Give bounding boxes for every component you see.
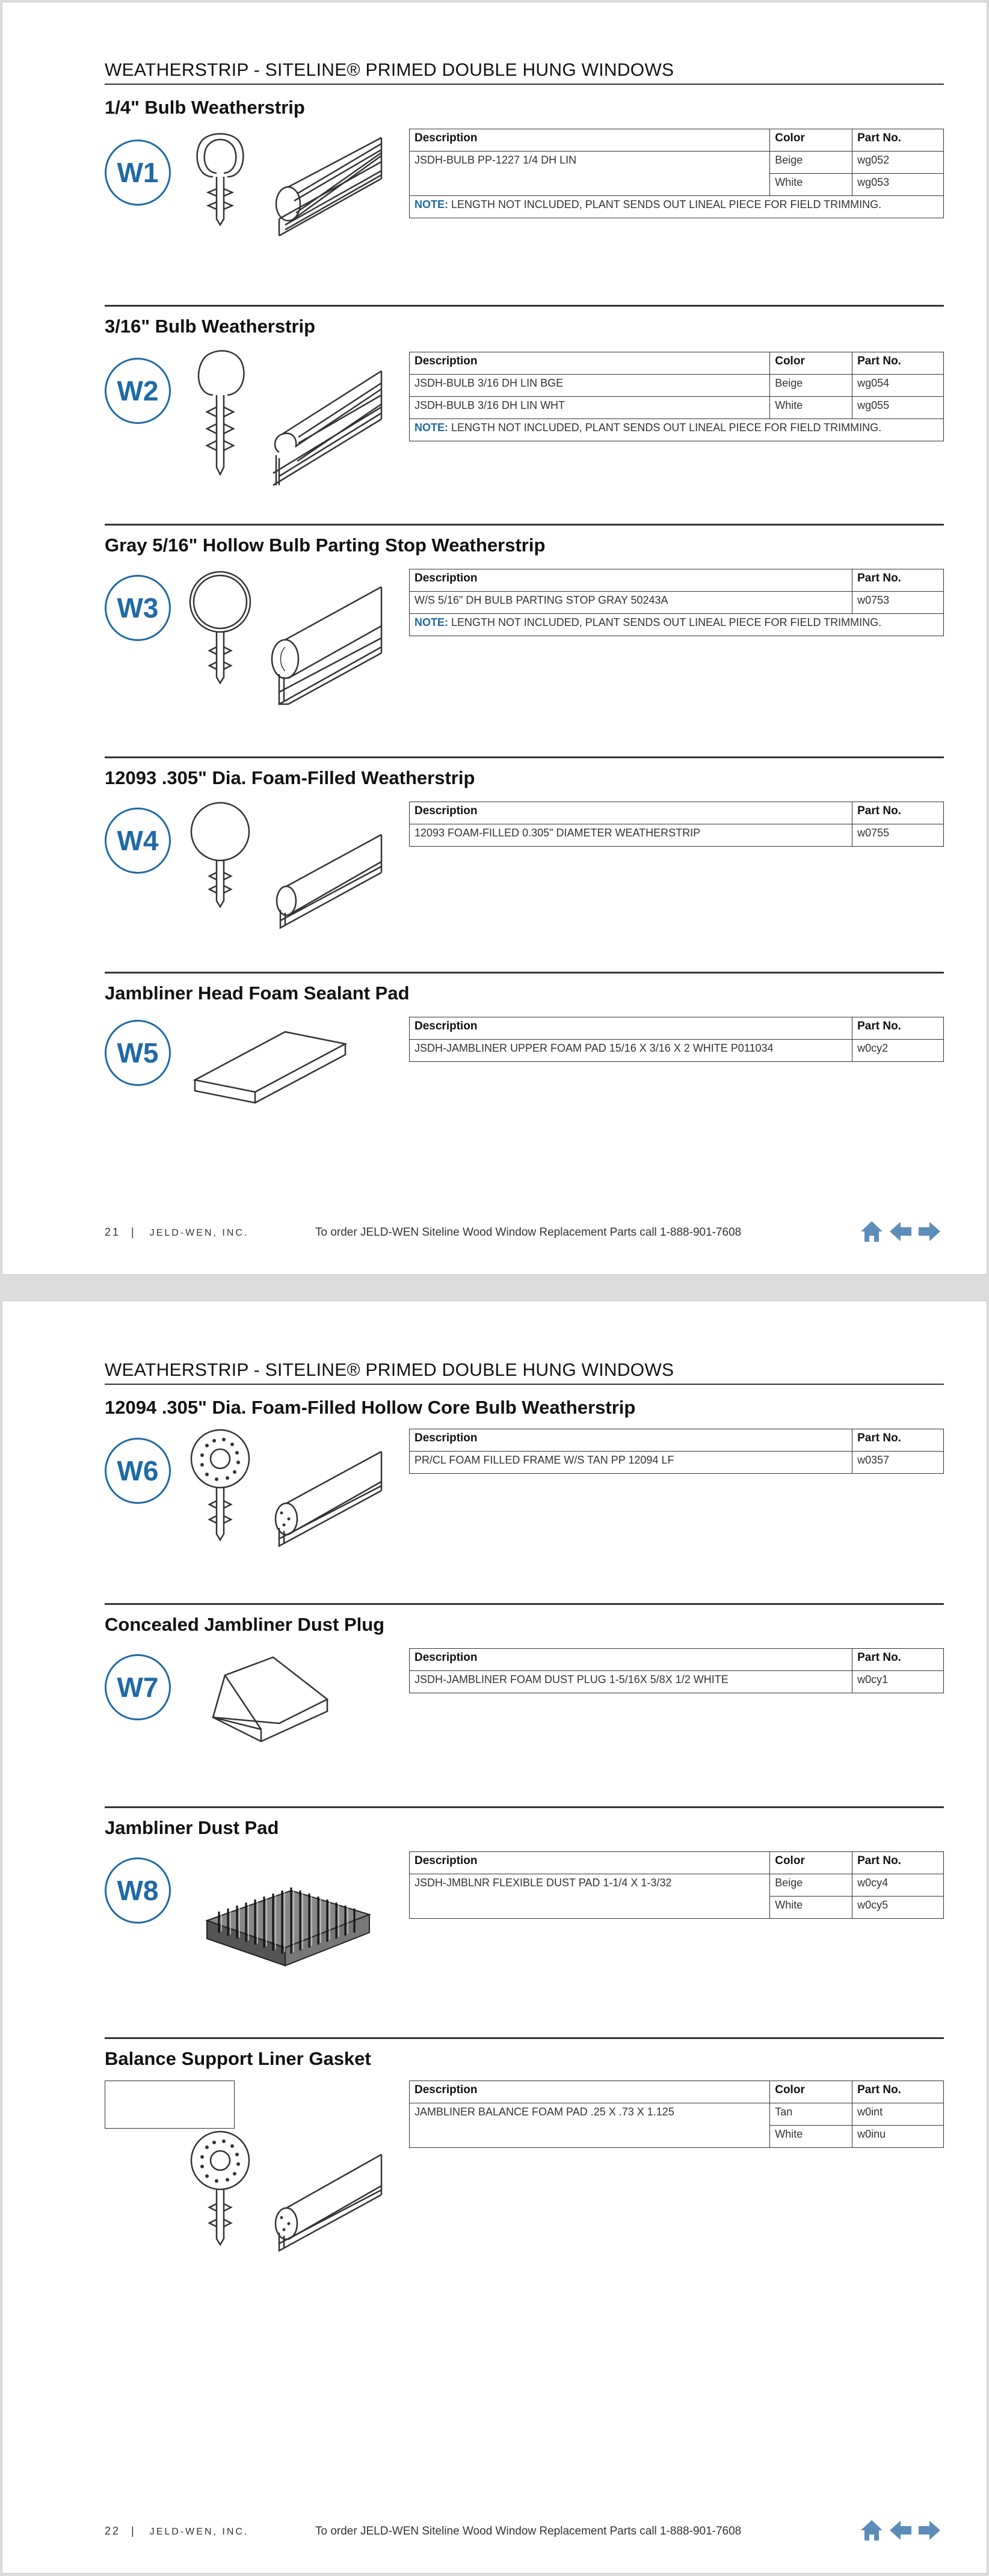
note-row	[410, 419, 944, 441]
company-name: JELD-WEN, INC.	[149, 1228, 249, 1238]
header-description: Description	[410, 1649, 852, 1671]
page-footer: 21 | JELD-WEN, INC.	[105, 1226, 249, 1238]
cell-part-no: w0753	[852, 592, 944, 614]
header-description: Description	[410, 1429, 852, 1452]
section-w5	[105, 972, 944, 1140]
section-title: Concealed Jambliner Dust Plug	[105, 1614, 385, 1635]
table-row	[410, 375, 944, 397]
parts-table	[409, 569, 944, 636]
cell-description: JSDH-JAMBLINER FOAM DUST PLUG 1-5/16X 5/8X 1/2 WHITE	[410, 1671, 852, 1693]
arrow-right-icon[interactable]	[917, 2518, 941, 2542]
table-row	[410, 1040, 944, 1062]
header-description: Description	[410, 802, 852, 824]
table-row	[410, 1452, 944, 1474]
cell-description: JSDH-BULB 3/16 DH LIN WHT	[410, 397, 770, 419]
cell-description: W/S 5/16" DH BULB PARTING STOP GRAY 50243A	[410, 592, 852, 614]
cell-description: JSDH-JAMBLINER UPPER FOAM PAD 15/16 X 3/16 X 2 WHITE P011034	[410, 1040, 852, 1062]
page-21	[2, 2, 987, 1275]
note-row	[410, 614, 944, 636]
part-code-badge: W1	[105, 140, 171, 206]
note-row	[410, 196, 944, 218]
header-part-no: Part No.	[852, 1649, 944, 1671]
section-title: 3/16" Bulb Weatherstrip	[105, 316, 316, 337]
cell-description: 12093 FOAM-FILLED 0.305" DIAMETER WEATHERSTRIP	[410, 824, 852, 847]
section-title: 12093 .305" Dia. Foam-Filled Weatherstrip	[105, 767, 475, 788]
header-part-no: Part No.	[852, 1429, 944, 1452]
section-rule	[105, 756, 944, 758]
cell-description: PR/CL FOAM FILLED FRAME W/S TAN PP 12094 LF	[410, 1452, 852, 1474]
cell-part-no: w0cy2	[852, 1040, 944, 1062]
table-row	[410, 152, 944, 174]
table-row	[410, 1671, 944, 1693]
arrow-left-icon[interactable]	[889, 1219, 913, 1244]
cell-description: JSDH-BULB PP-1227 1/4 DH LIN	[410, 152, 770, 174]
section-rule	[105, 1603, 944, 1605]
page-footer: 22 | JELD-WEN, INC.	[105, 2525, 249, 2537]
header-part-no: Part No.	[852, 2081, 944, 2103]
section-w7	[105, 1603, 944, 1783]
bulb-weatherstrip-illustration	[189, 129, 393, 243]
cell-description: JSDH-BULB 3/16 DH LIN BGE	[410, 375, 770, 397]
section-w2	[105, 305, 944, 521]
cell-part-no: w0inu	[852, 2126, 944, 2148]
parts-table	[409, 352, 944, 441]
section-title: Jambliner Dust Pad	[105, 1817, 279, 1838]
foam-sealant-pad-illustration	[189, 1014, 351, 1110]
section-title: 12094 .305" Dia. Foam-Filled Hollow Core Bulb Weatherstrip	[105, 1397, 636, 1418]
header-description: Description	[410, 569, 852, 592]
cell-description: JAMBLINER BALANCE FOAM PAD .25 X .73 X 1.125	[410, 2103, 770, 2126]
note-text: LENGTH NOT INCLUDED, PLANT SENDS OUT LINEAL PIECE FOR FIELD TRIMMING.	[451, 616, 882, 628]
section-title: 1/4" Bulb Weatherstrip	[105, 97, 305, 118]
section-rule	[105, 972, 944, 974]
note-label: NOTE:	[414, 422, 448, 434]
page-nav	[860, 1219, 944, 1244]
cell-part-no: wg053	[852, 174, 944, 196]
part-code-badge: W4	[105, 808, 171, 874]
section-rule	[105, 1806, 944, 1808]
cell-color: Beige	[770, 152, 852, 174]
cell-description	[410, 2126, 770, 2148]
document-title: WEATHERSTRIP - SITELINE® PRIMED DOUBLE HUNG WINDOWS	[105, 1360, 674, 1380]
cell-part-no: wg055	[852, 397, 944, 419]
note-label: NOTE:	[414, 616, 448, 628]
section-rule	[105, 305, 944, 307]
header-description: Description	[410, 2081, 770, 2103]
cell-part-no: w0cy1	[852, 1671, 944, 1693]
cell-part-no: w0int	[852, 2103, 944, 2126]
arrow-right-icon[interactable]	[917, 1219, 941, 1244]
header-description: Description	[410, 352, 770, 375]
hollow-core-bulb-illustration	[189, 1429, 393, 1549]
part-code-badge: W2	[105, 358, 171, 424]
parts-table	[409, 1017, 944, 1062]
header-description: Description	[410, 1852, 770, 1874]
cell-part-no: wg052	[852, 152, 944, 174]
cell-color: White	[770, 1897, 852, 1919]
cell-color: Tan	[770, 2103, 852, 2126]
header-description: Description	[410, 129, 770, 152]
cell-part-no: w0cy4	[852, 1874, 944, 1897]
page-nav	[860, 2518, 944, 2542]
document-title: WEATHERSTRIP - SITELINE® PRIMED DOUBLE HUNG WINDOWS	[105, 60, 674, 80]
section-rule	[105, 524, 944, 526]
part-code-badge: W3	[105, 575, 171, 641]
foam-filled-weatherstrip-illustration	[189, 802, 393, 934]
table-row	[410, 2103, 944, 2126]
table-row	[410, 2126, 944, 2148]
table-row	[410, 174, 944, 196]
home-icon[interactable]	[860, 2518, 884, 2542]
cell-description	[410, 1897, 770, 1919]
header-part-no: Part No.	[852, 802, 944, 824]
section-balance-gasket	[105, 2037, 944, 2326]
header-color: Color	[770, 129, 852, 152]
parts-table	[409, 129, 944, 218]
section-w8	[105, 1806, 944, 2035]
header-color: Color	[770, 2081, 852, 2103]
header-color: Color	[770, 352, 852, 375]
part-code-badge: W5	[105, 1020, 171, 1086]
part-code-badge: W8	[105, 1857, 171, 1924]
section-title: Jambliner Head Foam Sealant Pad	[105, 983, 410, 1004]
cell-color: White	[770, 2126, 852, 2148]
cell-color: Beige	[770, 1874, 852, 1897]
hollow-bulb-illustration	[189, 569, 393, 713]
arrow-left-icon[interactable]	[889, 2518, 913, 2542]
dust-pad-illustration	[195, 1848, 375, 1975]
part-code-badge: W7	[105, 1654, 171, 1720]
parts-table	[409, 1429, 944, 1474]
table-row	[410, 592, 944, 614]
bulb-weatherstrip-illustration	[189, 347, 393, 491]
cell-color: White	[770, 174, 852, 196]
header-part-no: Part No.	[852, 1017, 944, 1040]
home-icon[interactable]	[860, 1219, 884, 1244]
note-text: LENGTH NOT INCLUDED, PLANT SENDS OUT LINEAL PIECE FOR FIELD TRIMMING.	[451, 198, 882, 210]
parts-table	[409, 1648, 944, 1693]
cell-part-no: wg054	[852, 375, 944, 397]
section-w4	[105, 756, 944, 961]
header-color: Color	[770, 1852, 852, 1874]
section-title: Balance Support Liner Gasket	[105, 2048, 371, 2069]
cell-description: JSDH-JMBLNR FLEXIBLE DUST PAD 1-1/4 X 1-3/32	[410, 1874, 770, 1897]
note-label: NOTE:	[414, 198, 448, 210]
header-part-no: Part No.	[852, 569, 944, 592]
parts-table	[409, 1851, 944, 1919]
part-code-badge: W6	[105, 1438, 171, 1504]
company-name: JELD-WEN, INC.	[149, 2527, 249, 2537]
page-22	[2, 1301, 987, 2574]
cell-part-no: w0357	[852, 1452, 944, 1474]
parts-table	[409, 802, 944, 847]
cell-part-no: w0755	[852, 824, 944, 847]
section-w3	[105, 524, 944, 752]
section-w1	[105, 84, 944, 264]
note-text: LENGTH NOT INCLUDED, PLANT SENDS OUT LINEAL PIECE FOR FIELD TRIMMING.	[451, 422, 882, 434]
order-info: To order JELD-WEN Siteline Wood Window Replacement Parts call 1-888-901-7608	[315, 1226, 742, 1239]
cell-part-no: w0cy5	[852, 1897, 944, 1919]
table-row	[410, 1897, 944, 1919]
header-part-no: Part No.	[852, 1852, 944, 1874]
page-number: 22	[105, 2525, 121, 2537]
image-placeholder-box	[105, 2081, 235, 2129]
table-row	[410, 824, 944, 847]
section-w6	[105, 1384, 944, 1576]
cell-description	[410, 174, 770, 196]
table-row	[410, 1874, 944, 1897]
section-rule	[105, 2037, 944, 2039]
cell-color: White	[770, 397, 852, 419]
order-info: To order JELD-WEN Siteline Wood Window Replacement Parts call 1-888-901-7608	[315, 2525, 742, 2538]
header-description: Description	[410, 1017, 852, 1040]
header-part-no: Part No.	[852, 352, 944, 375]
dust-plug-illustration	[207, 1645, 345, 1753]
page-number: 21	[105, 1226, 121, 1238]
parts-table	[409, 2081, 944, 2148]
header-part-no: Part No.	[852, 129, 944, 152]
balance-gasket-illustration	[189, 2130, 393, 2257]
cell-color: Beige	[770, 375, 852, 397]
table-row	[410, 397, 944, 419]
section-title: Gray 5/16" Hollow Bulb Parting Stop Weatherstrip	[105, 535, 546, 556]
